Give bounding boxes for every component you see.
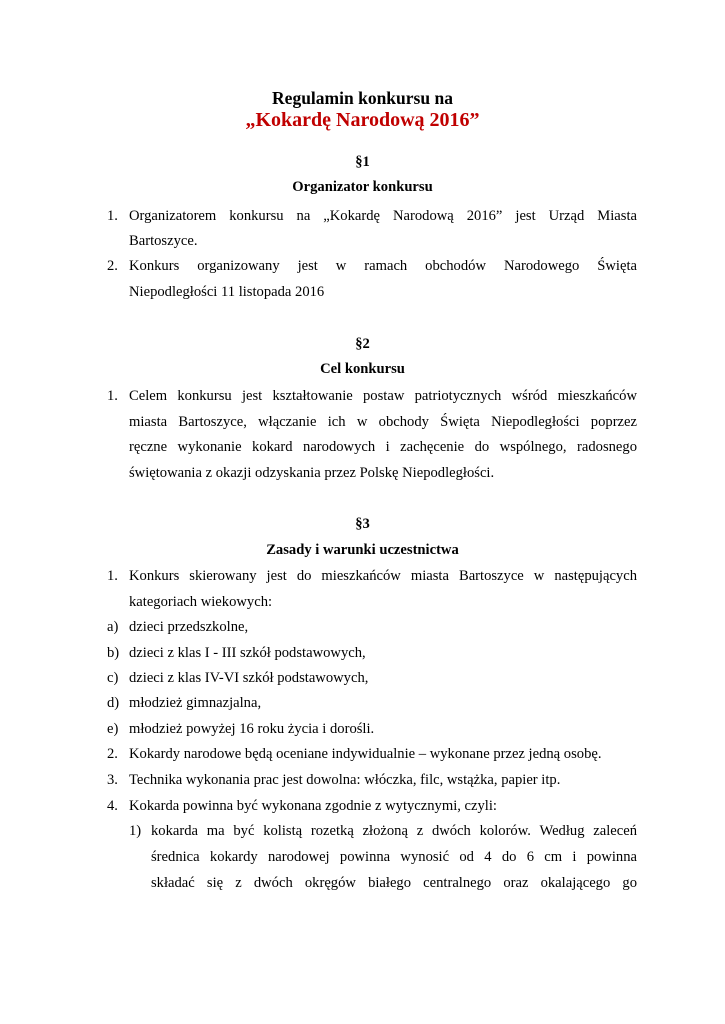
category-letter: a) [107,619,119,635]
list-number: 1. [107,568,118,584]
list-number: 1. [107,208,118,224]
category-item [107,668,637,688]
list-item [107,566,637,586]
list-number: 1. [107,388,118,404]
category-text: dzieci z klas I - III szkół podstawowych, [129,645,366,661]
list-text: Konkurs skierowany jest do mieszkańców miasta Bartoszyce w następujących [129,568,637,584]
list-number: 2. [107,746,118,762]
list-item [107,744,637,764]
section-3-heading: Zasady i warunki uczestnictwa [266,542,459,558]
category-item [107,643,637,663]
list-text-continuation: miasta Bartoszyce, włączanie ich w obchody Święta Niepodległości poprzez [129,414,637,430]
category-text: młodzież gimnazjalna, [129,695,262,711]
sub-list-text-continuation: średnica kokardy narodowej powinna wynosić od 4 do 6 cm i powinna [151,849,637,865]
list-text: Kokarda powinna być wykonana zgodnie z wytycznymi, czyli: [129,798,497,814]
list-item [107,770,637,790]
document-title-highlight: „Kokardę Narodową 2016” [245,109,480,131]
category-item [107,719,637,739]
sub-list-item [129,821,637,841]
category-item [107,693,637,713]
list-text-continuation: świętowania z okazji odzyskania przez Polskę Niepodległości. [129,465,495,481]
list-number: 2. [107,258,118,274]
list-text-continuation: kategoriach wiekowych: [129,594,273,610]
list-number: 4. [107,798,118,814]
category-letter: d) [107,695,120,711]
list-text: Organizatorem konkursu na „Kokardę Narodową 2016” jest Urząd Miasta [129,208,637,224]
section-2-heading: Cel konkursu [320,361,405,377]
list-text: Kokardy narodowe będą oceniane indywidualnie – wykonane przez jedną osobę. [129,746,602,762]
section-1-mark: §1 [355,154,370,170]
list-text: Konkurs organizowany jest w ramach obchodów Narodowego Święta [129,258,637,274]
list-number: 3. [107,772,118,788]
section-1-heading: Organizator konkursu [292,179,433,195]
category-letter: e) [107,721,119,737]
sub-list-text: kokarda ma być kolistą rozetką złożoną z dwóch kolorów. Według zaleceń [151,823,637,839]
category-letter: c) [107,670,119,686]
category-text: młodzież powyżej 16 roku życia i dorośli. [129,721,375,737]
list-item [107,796,637,816]
list-item [107,256,637,276]
list-text: Celem konkursu jest kształtowanie postaw patriotycznych wśród mieszkańców [129,388,637,404]
section-3-mark: §3 [355,516,370,532]
section-2-mark: §2 [355,336,370,352]
category-letter: b) [107,645,120,661]
category-item [107,617,637,637]
sub-list-number: 1) [129,823,142,839]
list-text-continuation: ręczne wykonanie kokard narodowych i zachęcenie do wspólnego, radosnego [129,439,637,455]
list-text-continuation: Bartoszyce. [129,233,198,249]
list-text: Technika wykonania prac jest dowolna: włóczka, filc, wstążka, papier itp. [129,772,561,788]
document-title: Regulamin konkursu na [272,88,453,108]
list-item [107,206,637,226]
sub-list-text-continuation: składać się z dwóch okręgów białego centralnego oraz okalającego go [151,875,637,891]
list-text-continuation: Niepodległości 11 listopada 2016 [129,284,325,300]
category-text: dzieci przedszkolne, [129,619,249,635]
category-text: dzieci z klas IV-VI szkół podstawowych, [129,670,369,686]
list-item [107,386,637,406]
